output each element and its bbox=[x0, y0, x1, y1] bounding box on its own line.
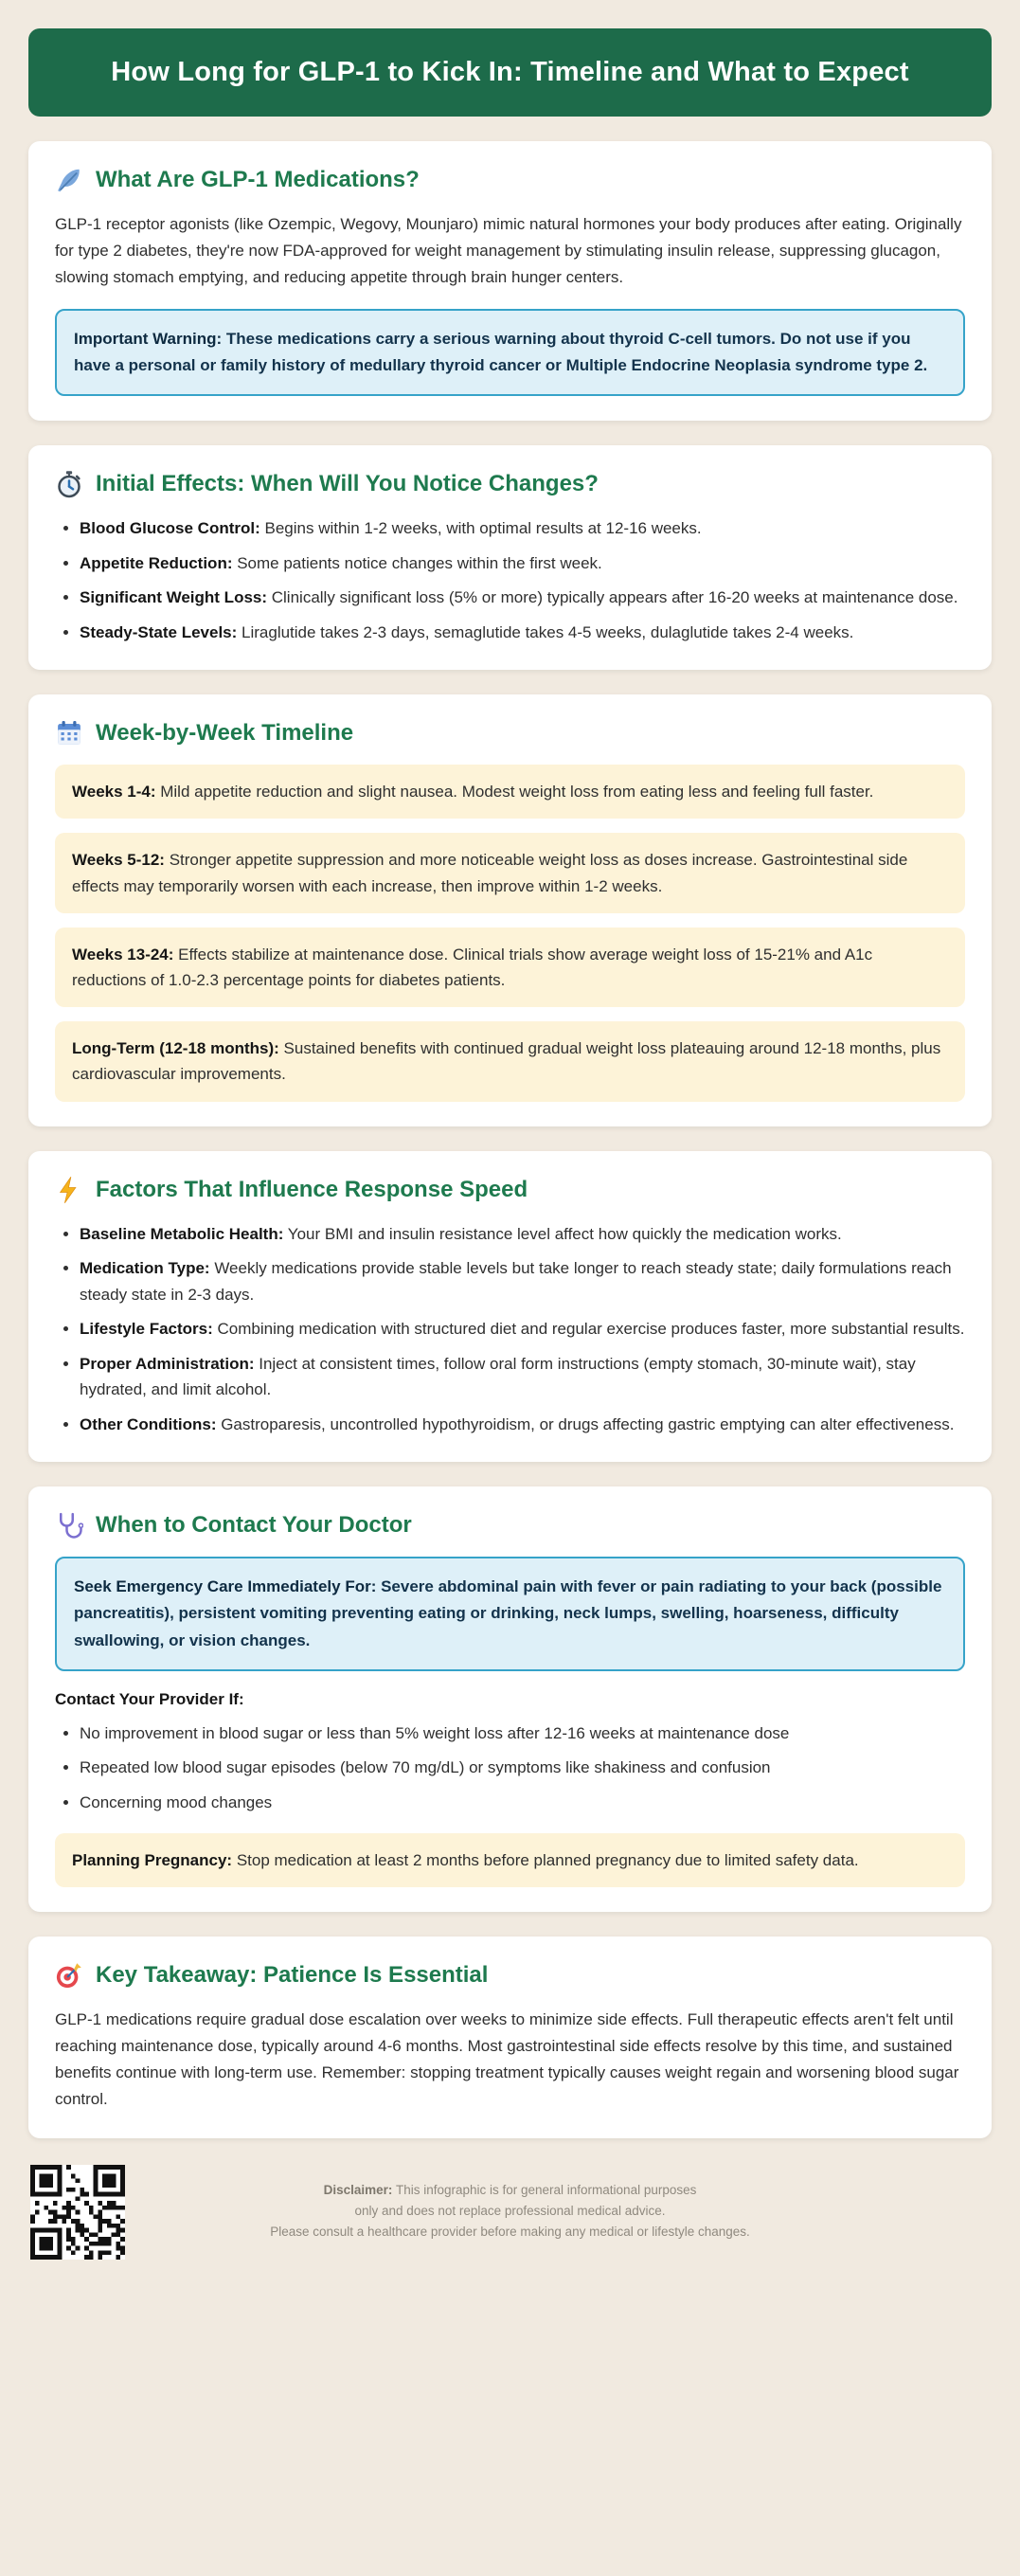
disclaimer-line3: Please consult a healthcare provider before making any medical or lifestyle changes. bbox=[270, 2225, 750, 2240]
calendar-icon bbox=[55, 719, 83, 748]
provider-list bbox=[55, 1720, 965, 1816]
emergency-text: Severe abdominal pain with fever or pain radiating to your back (possible pancreatitis), persistent vomiting preventing eating or drinking, neck lumps, swelling, hoarseness, difficulty swallowing, or vision changes. bbox=[74, 1577, 942, 1649]
list-item bbox=[80, 1412, 965, 1438]
item-text: Weekly medications provide stable levels but take longer to reach steady state; daily formulations reach steady state in 2-3 days. bbox=[80, 1259, 952, 1304]
section-factors bbox=[28, 1151, 992, 1463]
list-item bbox=[80, 620, 965, 646]
warning-text: These medications carry a serious warning about thyroid C-cell tumors. Do not use if you have a personal or family history of medullary thyroid cancer or Multiple Endocrine Neoplasia syndrome type 2. bbox=[74, 329, 928, 374]
initial-effects-list bbox=[55, 515, 965, 645]
pregnancy-text: Stop medication at least 2 months before planned pregnancy due to limited safety data. bbox=[232, 1850, 859, 1869]
pregnancy-label: Planning Pregnancy: bbox=[72, 1850, 233, 1869]
list-item bbox=[80, 550, 965, 577]
disclaimer-line2: only and does not replace professional medical advice. bbox=[354, 2203, 666, 2218]
emergency-label: Seek Emergency Care Immediately For: bbox=[74, 1577, 377, 1596]
item-label: Significant Weight Loss: bbox=[80, 588, 268, 607]
item-text: Inject at consistent times, follow oral form instructions (empty stomach, 30-minute wait), stay hydrated, and limit alcohol. bbox=[80, 1354, 916, 1399]
list-item: • No improvement in blood sugar or less than 5% weight loss after 12-16 weeks at maintenance dose bbox=[80, 1720, 965, 1747]
item-label: Baseline Metabolic Health: bbox=[80, 1224, 284, 1243]
item-label: Medication Type: bbox=[80, 1259, 210, 1278]
qr-code bbox=[30, 2165, 125, 2260]
section-timeline bbox=[28, 694, 992, 1126]
item-text: Gastroparesis, uncontrolled hypothyroidism, or drugs affecting gastric emptying can alter effectiveness. bbox=[216, 1414, 955, 1433]
disclaimer-label: Disclaimer: bbox=[323, 2182, 393, 2197]
lightning-icon bbox=[55, 1176, 83, 1204]
page-title: How Long for GLP-1 to Kick In: Timeline and What to Expect bbox=[111, 57, 909, 87]
section-heading bbox=[55, 470, 965, 498]
disclaimer bbox=[28, 2169, 992, 2243]
section-title: Initial Effects: When Will You Notice Changes? bbox=[96, 471, 599, 497]
section-heading bbox=[55, 719, 965, 748]
timeline-text: Stronger appetite suppression and more noticeable weight loss as doses increase. Gastrointestinal side effects may temporarily worsen with each increase, then improve within 1-2 weeks. bbox=[72, 851, 908, 895]
target-icon bbox=[55, 1961, 83, 1990]
section-body: GLP-1 receptor agonists (like Ozempic, Wegovy, Mounjaro) mimic natural hormones your body produces after eating. Originally for type 2 diabetes, they're now FDA-approved for weight management by stimulating insulin release, suppressing glucagon, slowing stomach emptying, and reducing appetite through brain hunger centers. bbox=[55, 215, 962, 287]
section-body: GLP-1 medications require gradual dose escalation over weeks to minimize side effects. Full therapeutic effects aren't felt until reaching maintenance dose, typically around 4-6 months. Most gastrointestinal side effects resolve by this time, and sustained benefits continue with long-term use. Remember: stopping treatment typically causes weight regain and worsening blood sugar control. bbox=[55, 2009, 959, 2109]
section-heading bbox=[55, 1961, 965, 1990]
timeline-box-long-term bbox=[55, 1021, 965, 1101]
list-item bbox=[80, 1255, 965, 1307]
section-title: What Are GLP-1 Medications? bbox=[96, 167, 420, 192]
stopwatch-icon bbox=[55, 470, 83, 498]
feather-icon bbox=[55, 166, 83, 194]
list-item bbox=[80, 1316, 965, 1342]
pregnancy-box bbox=[55, 1833, 965, 1887]
timeline-text: Mild appetite reduction and slight nausea. Modest weight loss from eating less and feeling full faster. bbox=[155, 783, 874, 802]
stethoscope-icon bbox=[55, 1511, 83, 1540]
item-text: Combining medication with structured diet and regular exercise produces faster, more substantial results. bbox=[212, 1320, 965, 1339]
list-item bbox=[80, 585, 965, 611]
thyroid-warning-box bbox=[55, 309, 965, 396]
item-label: Appetite Reduction: bbox=[80, 553, 233, 572]
timeline-label: Weeks 13-24: bbox=[72, 945, 174, 964]
list-item bbox=[80, 1221, 965, 1248]
item-text: Your BMI and insulin resistance level affect how quickly the medication works. bbox=[283, 1224, 842, 1243]
factors-list bbox=[55, 1221, 965, 1438]
section-heading bbox=[55, 1511, 965, 1540]
section-key-takeaway bbox=[28, 1937, 992, 2138]
section-heading bbox=[55, 1176, 965, 1204]
warning-label: Important Warning: bbox=[74, 329, 223, 348]
section-initial-effects bbox=[28, 445, 992, 670]
item-label: Lifestyle Factors: bbox=[80, 1320, 213, 1339]
section-what-are-glp1 bbox=[28, 141, 992, 421]
list-item: • Concerning mood changes bbox=[80, 1790, 965, 1816]
item-text: Begins within 1-2 weeks, with optimal results at 12-16 weeks. bbox=[259, 519, 702, 538]
timeline-text: Sustained benefits with continued gradual weight loss plateauing around 12-18 months, plus cardiovascular improvements. bbox=[72, 1039, 941, 1084]
timeline-text: Effects stabilize at maintenance dose. Clinical trials show average weight loss of 15-21% and A1c reductions of 1.0-2.3 percentage points for diabetes patients. bbox=[72, 945, 873, 989]
disclaimer-line1: This infographic is for general informational purposes bbox=[392, 2182, 697, 2197]
timeline-box-weeks-13-24 bbox=[55, 928, 965, 1007]
footer bbox=[28, 2163, 992, 2275]
item-label: Proper Administration: bbox=[80, 1354, 255, 1373]
item-label: Blood Glucose Control: bbox=[80, 519, 260, 538]
provider-subheading: Contact Your Provider If: bbox=[55, 1689, 244, 1708]
section-title: Week-by-Week Timeline bbox=[96, 720, 354, 747]
section-contact-doctor bbox=[28, 1486, 992, 1911]
item-text: Liraglutide takes 2-3 days, semaglutide takes 4-5 weeks, dulaglutide takes 2-4 weeks. bbox=[237, 622, 854, 641]
timeline-box-weeks-1-4 bbox=[55, 765, 965, 819]
timeline-label: Long-Term (12-18 months): bbox=[72, 1039, 279, 1058]
section-title: When to Contact Your Doctor bbox=[96, 1512, 412, 1539]
header-banner bbox=[28, 28, 992, 117]
timeline-box-weeks-5-12 bbox=[55, 833, 965, 912]
list-item bbox=[80, 1351, 965, 1403]
item-label: Steady-State Levels: bbox=[80, 622, 238, 641]
emergency-care-box bbox=[55, 1557, 965, 1671]
section-title: Factors That Influence Response Speed bbox=[96, 1176, 528, 1202]
section-title: Key Takeaway: Patience Is Essential bbox=[96, 1961, 489, 1988]
timeline-label: Weeks 5-12: bbox=[72, 851, 165, 870]
list-item: • Repeated low blood sugar episodes (below 70 mg/dL) or symptoms like shakiness and confusion bbox=[80, 1755, 965, 1781]
item-text: Some patients notice changes within the first week. bbox=[232, 553, 602, 572]
list-item bbox=[80, 515, 965, 542]
item-text: Clinically significant loss (5% or more) typically appears after 16-20 weeks at maintenance dose. bbox=[267, 588, 958, 607]
timeline-label: Weeks 1-4: bbox=[72, 783, 156, 802]
item-label: Other Conditions: bbox=[80, 1414, 217, 1433]
section-heading bbox=[55, 166, 965, 194]
